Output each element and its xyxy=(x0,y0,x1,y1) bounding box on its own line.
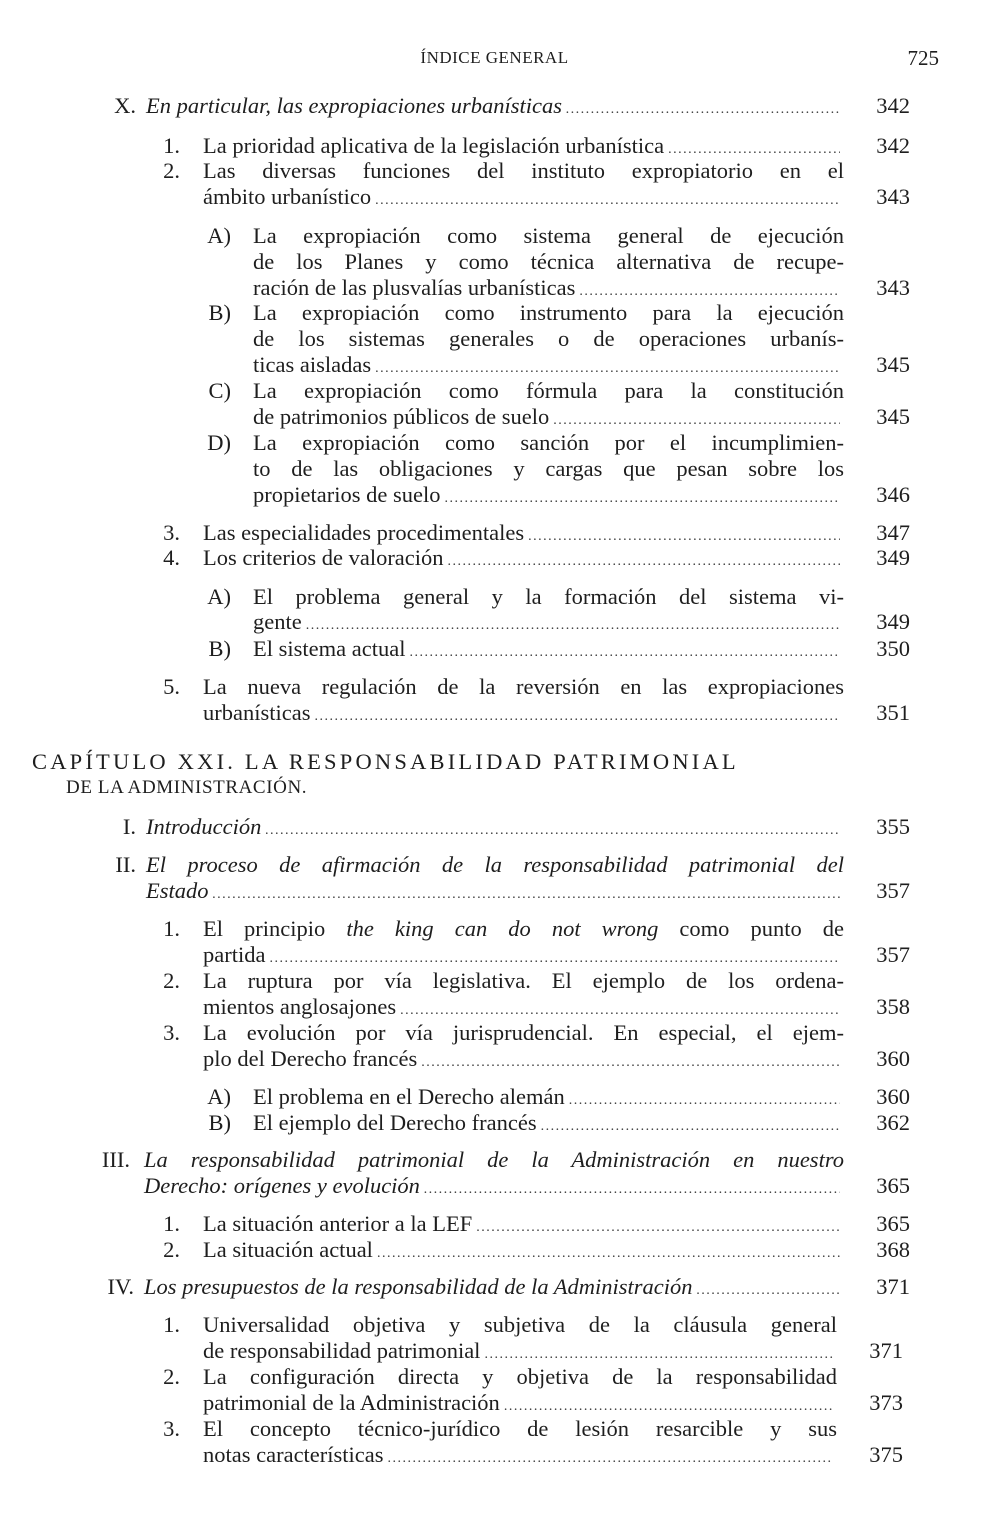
dot-leader xyxy=(424,1177,840,1203)
toc-entry-title: Estado xyxy=(146,878,209,903)
toc-entry-line: La ruptura por vía legislativa. El ejemplo de los ordena- xyxy=(203,968,844,993)
toc-entry-x xyxy=(146,93,844,123)
page-ref: 357 xyxy=(876,878,910,903)
toc-entry-line: La nueva regulación de la reversión en las expropiaciones xyxy=(203,674,844,699)
dot-leader xyxy=(421,1050,840,1076)
toc-entry-title: En particular, las expropiaciones urbanísticas xyxy=(146,93,563,118)
toc-entry-iv xyxy=(144,1274,844,1304)
toc-entry-title: de responsabilidad patrimonial xyxy=(203,1338,481,1363)
dot-leader xyxy=(377,1241,840,1267)
item-number: 2. xyxy=(163,968,180,993)
toc-entry-line: La expropiación como sanción por el incumplimien- xyxy=(253,430,844,455)
page-ref: 355 xyxy=(876,814,910,839)
toc-entry-line: de los Planes y como técnica alternativa de recupe- xyxy=(253,249,844,274)
item-number: 1. xyxy=(163,133,180,158)
toc-entry-title: Las especialidades procedimentales xyxy=(203,520,525,545)
toc-entry-title: Los presupuestos de la responsabilidad de la Administración xyxy=(144,1274,693,1299)
item-number: 1. xyxy=(163,1211,180,1236)
section-number: IV. xyxy=(107,1274,134,1299)
item-number: 1. xyxy=(163,916,180,941)
toc-entry-line: de los sistemas generales o de operaciones urbanís- xyxy=(253,326,844,351)
dot-leader xyxy=(409,640,840,666)
toc-entry-line: La responsabilidad patrimonial de la Administración en nuestro xyxy=(144,1147,844,1172)
item-number: 3. xyxy=(163,1416,180,1441)
item-letter: B) xyxy=(208,1110,231,1135)
toc-entry-title: notas características xyxy=(203,1442,384,1467)
toc-entry xyxy=(203,184,844,214)
toc-entry-title: plo del Derecho francés xyxy=(203,1046,418,1071)
page-ref: 365 xyxy=(876,1173,910,1198)
toc-entry-line xyxy=(203,916,844,942)
page-ref: 360 xyxy=(876,1046,910,1071)
toc-entry-title: Los criterios de valoración xyxy=(203,545,444,570)
dot-leader xyxy=(265,818,840,844)
toc-entry-title: patrimonial de la Administración xyxy=(203,1390,500,1415)
dot-leader xyxy=(375,188,840,214)
toc-entry-title: El problema en el Derecho alemán xyxy=(253,1084,565,1109)
toc-entry-ii xyxy=(146,878,844,908)
toc-entry-text: El principio xyxy=(203,916,347,941)
item-number: 5. xyxy=(163,674,180,699)
item-letter: A) xyxy=(207,584,231,609)
page-ref: 345 xyxy=(876,404,910,429)
toc-entry-title: gente xyxy=(253,609,302,634)
chapter-heading-continued: DE LA ADMINISTRACIÓN. xyxy=(66,777,308,798)
item-letter: D) xyxy=(207,430,231,455)
toc-entry xyxy=(253,482,844,512)
page-ref: 347 xyxy=(876,520,910,545)
toc-entry-line: La expropiación como instrumento para la ejecución xyxy=(253,300,844,325)
dot-leader xyxy=(566,97,840,123)
item-letter: C) xyxy=(208,378,231,403)
page-ref: 373 xyxy=(869,1390,903,1415)
item-letter: B) xyxy=(208,300,231,325)
page-ref: 346 xyxy=(876,482,910,507)
toc-entry xyxy=(203,1237,844,1267)
toc-entry-line: La expropiación como fórmula para la constitución xyxy=(253,378,844,403)
toc-entry-title: mientos anglosajones xyxy=(203,994,397,1019)
item-number: 2. xyxy=(163,1237,180,1262)
page-ref: 371 xyxy=(876,1274,910,1299)
toc-entry-title: El sistema actual xyxy=(253,636,406,661)
toc-entry-title: de patrimonios públicos de suelo xyxy=(253,404,550,429)
toc-entry xyxy=(253,609,844,639)
toc-entry-italic-text: the king can do not wrong xyxy=(346,916,659,941)
toc-entry-title: Derecho: orígenes y evolución xyxy=(144,1173,420,1198)
toc-entry-line: El proceso de afirmación de la responsabilidad patrimonial del xyxy=(146,852,844,877)
dot-leader xyxy=(444,486,840,512)
section-number: III. xyxy=(101,1147,130,1172)
item-number: 3. xyxy=(163,520,180,545)
page-ref: 362 xyxy=(876,1110,910,1135)
toc-entry xyxy=(203,1442,837,1472)
item-number: 4. xyxy=(163,545,180,570)
item-number: 1. xyxy=(163,1312,180,1337)
item-letter: A) xyxy=(207,1084,231,1109)
page-ref: 342 xyxy=(876,133,910,158)
toc-entry-line: La evolución por vía jurisprudencial. En especial, el ejem- xyxy=(203,1020,844,1045)
section-number: I. xyxy=(122,814,136,839)
toc-entry-title: Introducción xyxy=(146,814,262,839)
item-number: 2. xyxy=(163,1364,180,1389)
header-page-number: 725 xyxy=(907,46,939,70)
page-ref: 365 xyxy=(876,1211,910,1236)
toc-entry-title: partida xyxy=(203,942,266,967)
page-ref: 350 xyxy=(876,636,910,661)
dot-leader xyxy=(448,549,840,575)
chapter-heading: CAPÍTULO XXI. LA RESPONSABILIDAD PATRIMONIAL xyxy=(32,749,739,774)
toc-entry-line: El problema general y la formación del sistema vi- xyxy=(253,584,844,609)
dot-leader xyxy=(697,1278,840,1304)
toc-entry xyxy=(253,1110,844,1140)
toc-entry-title: La situación actual xyxy=(203,1237,373,1262)
page-ref: 375 xyxy=(869,1442,903,1467)
toc-entry-iii xyxy=(144,1173,844,1203)
page-ref: 351 xyxy=(876,700,910,725)
page-ref: 343 xyxy=(876,184,910,209)
header-title: ÍNDICE GENERAL xyxy=(420,48,569,67)
page-ref: 368 xyxy=(876,1237,910,1262)
page-ref: 343 xyxy=(876,275,910,300)
toc-entry xyxy=(203,1046,844,1076)
toc-entry-title: El ejemplo del Derecho francés xyxy=(253,1110,537,1135)
toc-entry-title: propietarios de suelo xyxy=(253,482,441,507)
dot-leader xyxy=(388,1446,833,1472)
toc-entry xyxy=(203,700,844,730)
page-ref: 345 xyxy=(876,352,910,377)
dot-leader xyxy=(213,882,840,908)
toc-entry xyxy=(203,545,844,575)
section-number: II. xyxy=(115,852,136,877)
toc-entry-title: urbanísticas xyxy=(203,700,311,725)
page-ref: 342 xyxy=(876,93,910,118)
item-letter: A) xyxy=(207,223,231,248)
toc-entry-title: ticas aisladas xyxy=(253,352,372,377)
toc-entry-line: La expropiación como sistema general de ejecución xyxy=(253,223,844,248)
dot-leader xyxy=(541,1114,840,1140)
dot-leader xyxy=(314,704,840,730)
toc-entry-title: La prioridad aplicativa de la legislación urbanística xyxy=(203,133,665,158)
page-ref: 349 xyxy=(876,545,910,570)
toc-entry-line: Universalidad objetiva y subjetiva de la cláusula general xyxy=(203,1312,837,1337)
toc-entry-text: como punto de xyxy=(658,916,844,941)
toc-entry-line: Las diversas funciones del instituto expropiatorio en el xyxy=(203,158,844,183)
toc-entry xyxy=(253,636,844,666)
toc-entry-title: ámbito urbanístico xyxy=(203,184,372,209)
toc-entry-line: La configuración directa y objetiva de la responsabilidad xyxy=(203,1364,837,1389)
page-ref: 358 xyxy=(876,994,910,1019)
toc-entry-title: La situación anterior a la LEF xyxy=(203,1211,473,1236)
running-header xyxy=(0,48,989,72)
toc-entry-line: to de las obligaciones y cargas que pesan sobre los xyxy=(253,456,844,481)
item-letter: B) xyxy=(208,636,231,661)
section-number: X. xyxy=(114,93,136,118)
toc-entry-i xyxy=(146,814,844,844)
page-ref: 360 xyxy=(876,1084,910,1109)
page-ref: 349 xyxy=(876,609,910,634)
page-ref: 357 xyxy=(876,942,910,967)
item-number: 3. xyxy=(163,1020,180,1045)
page-ref: 371 xyxy=(869,1338,903,1363)
item-number: 2. xyxy=(163,158,180,183)
toc-entry-line: El concepto técnico-jurídico de lesión resarcible y sus xyxy=(203,1416,837,1441)
toc-entry-title: ración de las plusvalías urbanísticas xyxy=(253,275,576,300)
